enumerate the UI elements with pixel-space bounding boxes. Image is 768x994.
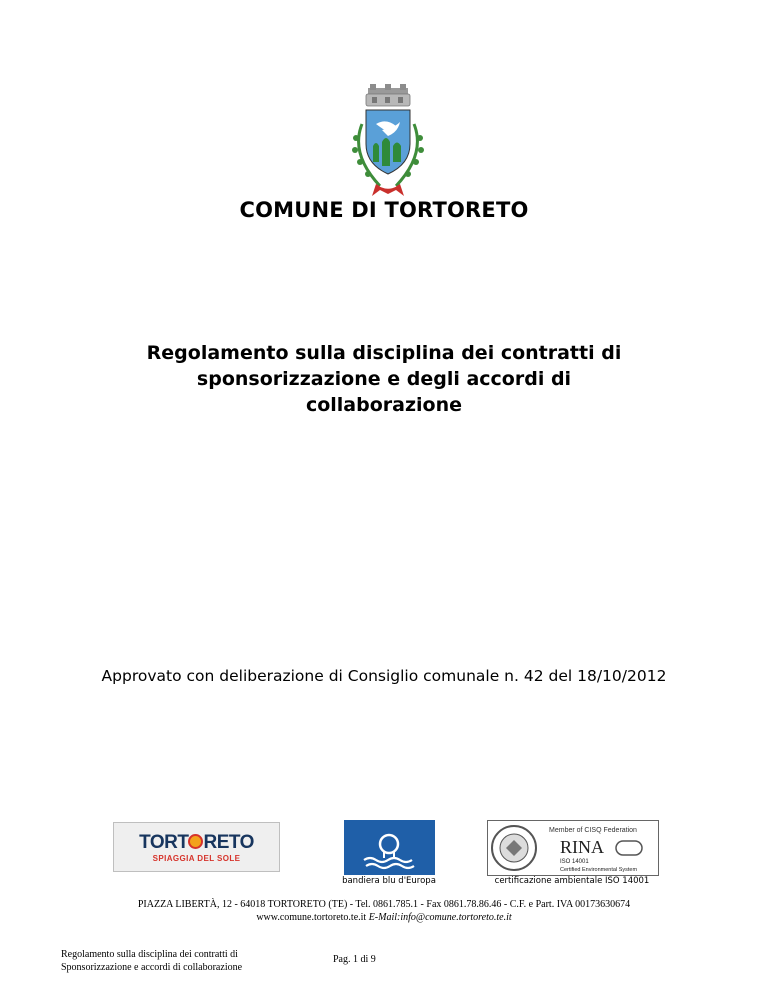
tortoreto-tagline: SPIAGGIA DEL SOLE: [152, 854, 241, 863]
blue-flag-icon: [344, 820, 435, 875]
page-title: COMUNE DI TORTORETO: [239, 198, 529, 222]
page-number: Pag. 1 di 9: [333, 954, 376, 965]
tortoreto-logo: [113, 822, 280, 872]
subtitle-line: collaborazione: [305, 394, 463, 416]
rina-certified-text: Certified Environmental System: [560, 867, 638, 873]
subtitle-line: Regolamento sulla disciplina dei contratti di: [146, 342, 622, 364]
website-link[interactable]: www.comune.tortoreto.te.it: [256, 912, 369, 923]
rina-seal-icon: [487, 820, 659, 876]
tortoreto-brand: TORT RETO: [139, 832, 254, 853]
rina-caption: certificazione ambientale ISO 14001: [494, 876, 650, 886]
contact-line: [0, 911, 768, 924]
email-link[interactable]: E-Mail:info@comune.tortoreto.te.it: [368, 912, 512, 923]
rina-member-text: Member of CISQ Federation: [549, 827, 637, 834]
sun-icon: [188, 834, 203, 849]
rina-iso-text: ISO 14001: [560, 859, 589, 865]
address-line: PIAZZA LIBERTÀ, 12 - 64018 TORTORETO (TE) - Tel. 0861.785.1 - Fax 0861.78.86.46 - C.F. e Part. IVA 00173630674: [137, 899, 631, 910]
address-block: [0, 898, 768, 924]
flag-caption: bandiera blu d'Europa: [342, 876, 436, 886]
crest-icon: [340, 84, 436, 200]
document-subtitle: [84, 340, 684, 418]
subtitle-line: sponsorizzazione e degli accordi di: [196, 368, 572, 390]
footer-document-title: Regolamento sulla disciplina dei contratti di Sponsorizzazione e accordi di collaborazione: [61, 949, 243, 973]
rina-name-text: RINA: [560, 837, 604, 857]
approval-statement: Approvato con deliberazione di Consiglio comunale n. 42 del 18/10/2012: [101, 667, 667, 685]
